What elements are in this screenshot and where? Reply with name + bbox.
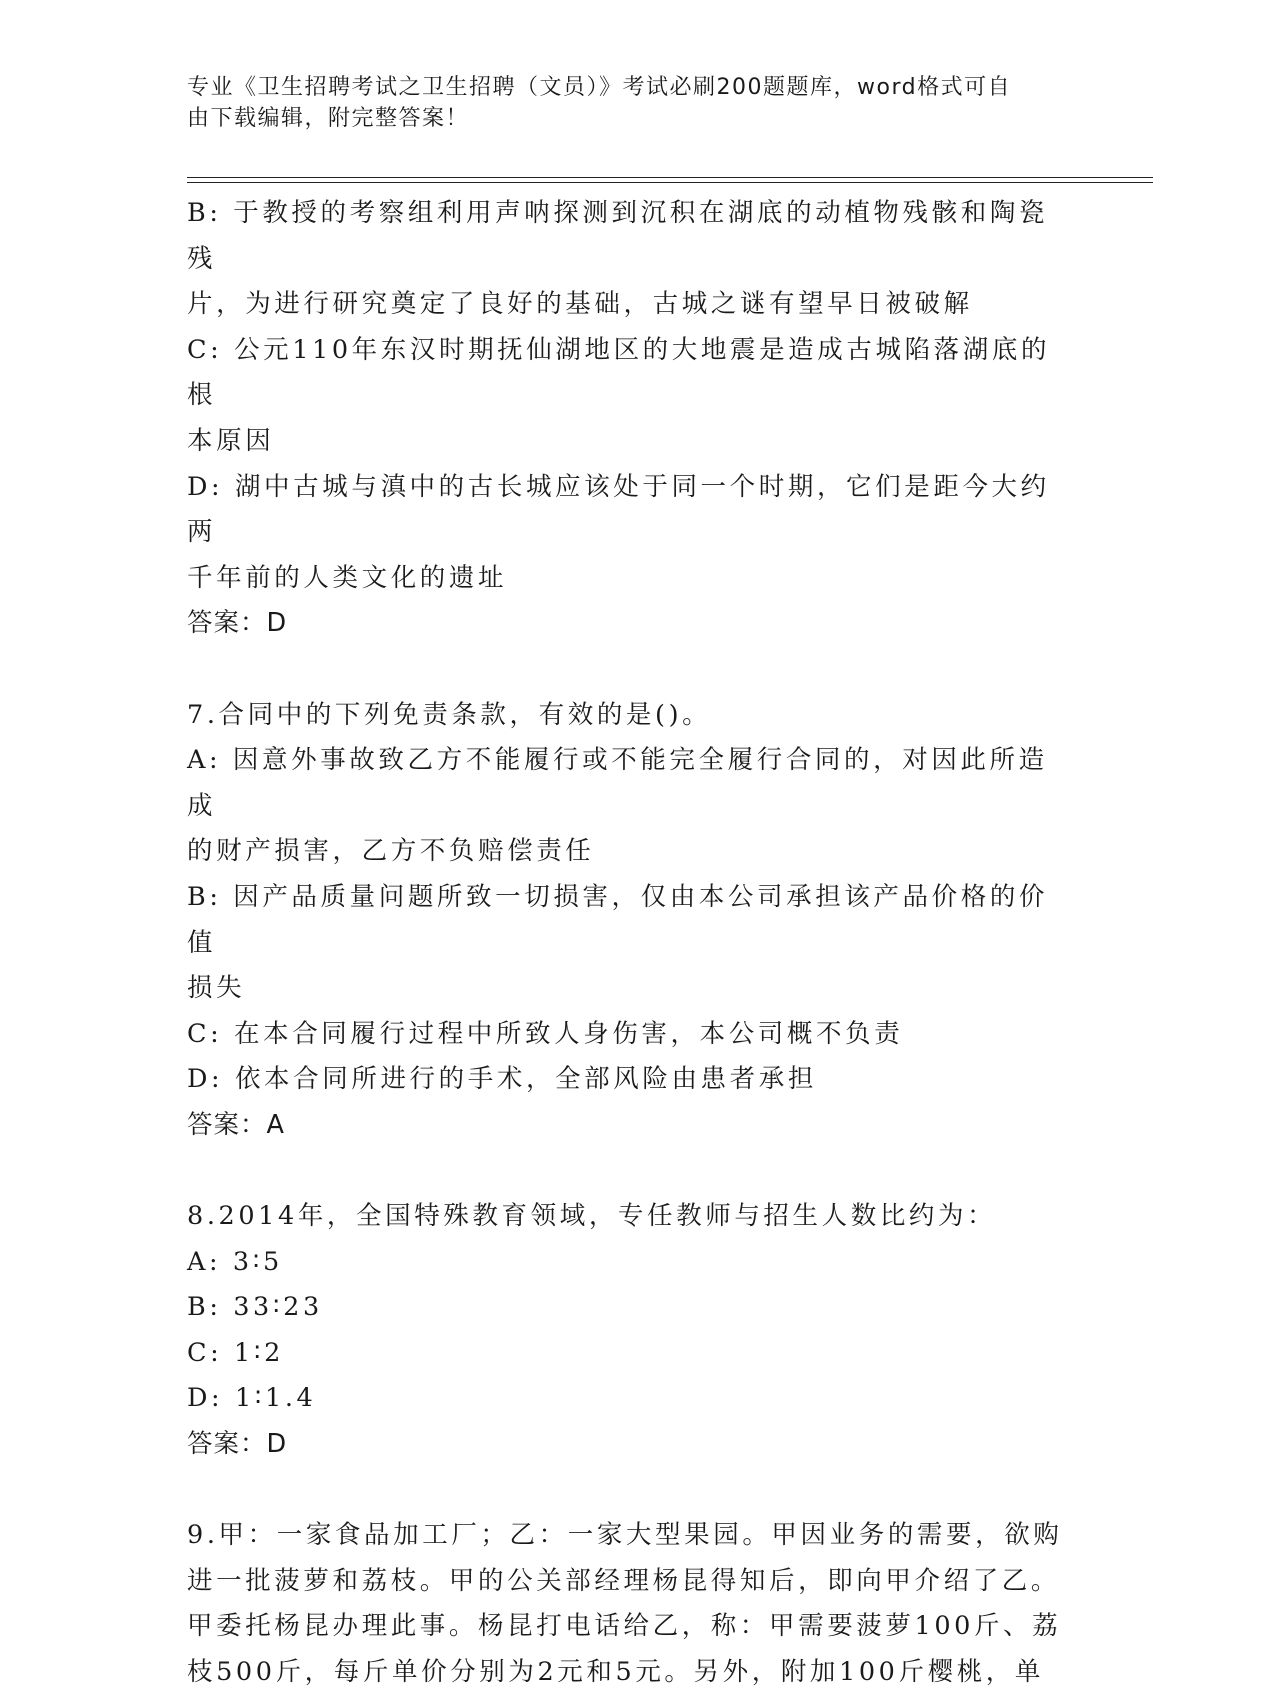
q7-option-a-line-1: A: 因意外事故致乙方不能履行或不能完全履行合同的，对因此所造成 bbox=[187, 745, 1048, 821]
q9-stem-line-3: 甲委托杨昆办理此事。杨昆打电话给乙，称：甲需要菠萝100斤、荔 bbox=[187, 1611, 1062, 1642]
q6-option-d-line-1: D: 湖中古城与滇中的古长城应该处于同一个时期，它们是距今大约两 bbox=[187, 471, 1050, 548]
spacer bbox=[187, 1148, 1067, 1194]
header-divider-top bbox=[187, 177, 1153, 178]
q8-option-c: C: 1∶2 bbox=[187, 1337, 284, 1368]
q6-option-b-line-1: B: 于教授的考察组利用声呐探测到沉积在湖底的动植物残骸和陶瓷残 bbox=[187, 198, 1049, 274]
spacer bbox=[187, 647, 1067, 693]
q8-option-a: A: 3∶5 bbox=[187, 1246, 283, 1277]
q6-answer: 答案：D bbox=[187, 608, 288, 639]
q6-option-d-line-2: 千年前的人类文化的遗址 bbox=[187, 562, 508, 593]
q9-stem-line-1: 9.甲：一家食品加工厂；乙：一家大型果园。甲因业务的需要，欲购 bbox=[187, 1520, 1063, 1551]
q7-option-a-line-2: 的财产损害，乙方不负赔偿责任 bbox=[187, 836, 595, 867]
q7-option-b-line-1: B: 因产品质量问题所致一切损害，仅由本公司承担该产品价格的价值 bbox=[187, 881, 1049, 958]
q6-option-b-line-2: 片，为进行研究奠定了良好的基础，古城之谜有望早日被破解 bbox=[187, 289, 973, 320]
q7-answer: 答案：A bbox=[187, 1109, 285, 1140]
q9-stem-line-2: 进一批菠萝和荔枝。甲的公关部经理杨昆得知后，即向甲介绍了乙。 bbox=[187, 1565, 1061, 1596]
q8-answer: 答案：D bbox=[187, 1429, 288, 1460]
header-divider-bottom bbox=[187, 182, 1153, 183]
q7-option-d: D: 依本合同所进行的手术，全部风险由患者承担 bbox=[187, 1064, 817, 1095]
q7-stem: 7.合同中的下列免责条款，有效的是()。 bbox=[187, 699, 712, 730]
document-body bbox=[187, 191, 1067, 1696]
q6-option-c-line-2: 本原因 bbox=[187, 425, 275, 456]
spacer bbox=[187, 1468, 1067, 1514]
q8-stem: 8.2014年，全国特殊教育领域，专任教师与招生人数比约为： bbox=[187, 1201, 997, 1232]
q8-option-d: D: 1∶1.4 bbox=[187, 1383, 317, 1414]
q7-option-c: C: 在本合同履行过程中所致人身伤害，本公司概不负责 bbox=[187, 1018, 904, 1049]
q8-option-b: B: 33∶23 bbox=[187, 1292, 323, 1323]
header-line-1: 专业《卫生招聘考试之卫生招聘（文员）》考试必刷200题题库，word格式可自 bbox=[187, 75, 1012, 100]
q7-option-b-line-2: 损失 bbox=[187, 973, 246, 1004]
q9-stem-line-4: 枝500斤，每斤单价分别为2元和5元。另外，附加100斤樱桃，单 bbox=[187, 1657, 1044, 1687]
document-header bbox=[187, 72, 1067, 134]
header-line-2: 由下载编辑，附完整答案！ bbox=[187, 106, 470, 131]
q6-option-c-line-1: C: 公元110年东汉时期抚仙湖地区的大地震是造成古城陷落湖底的根 bbox=[187, 334, 1051, 411]
